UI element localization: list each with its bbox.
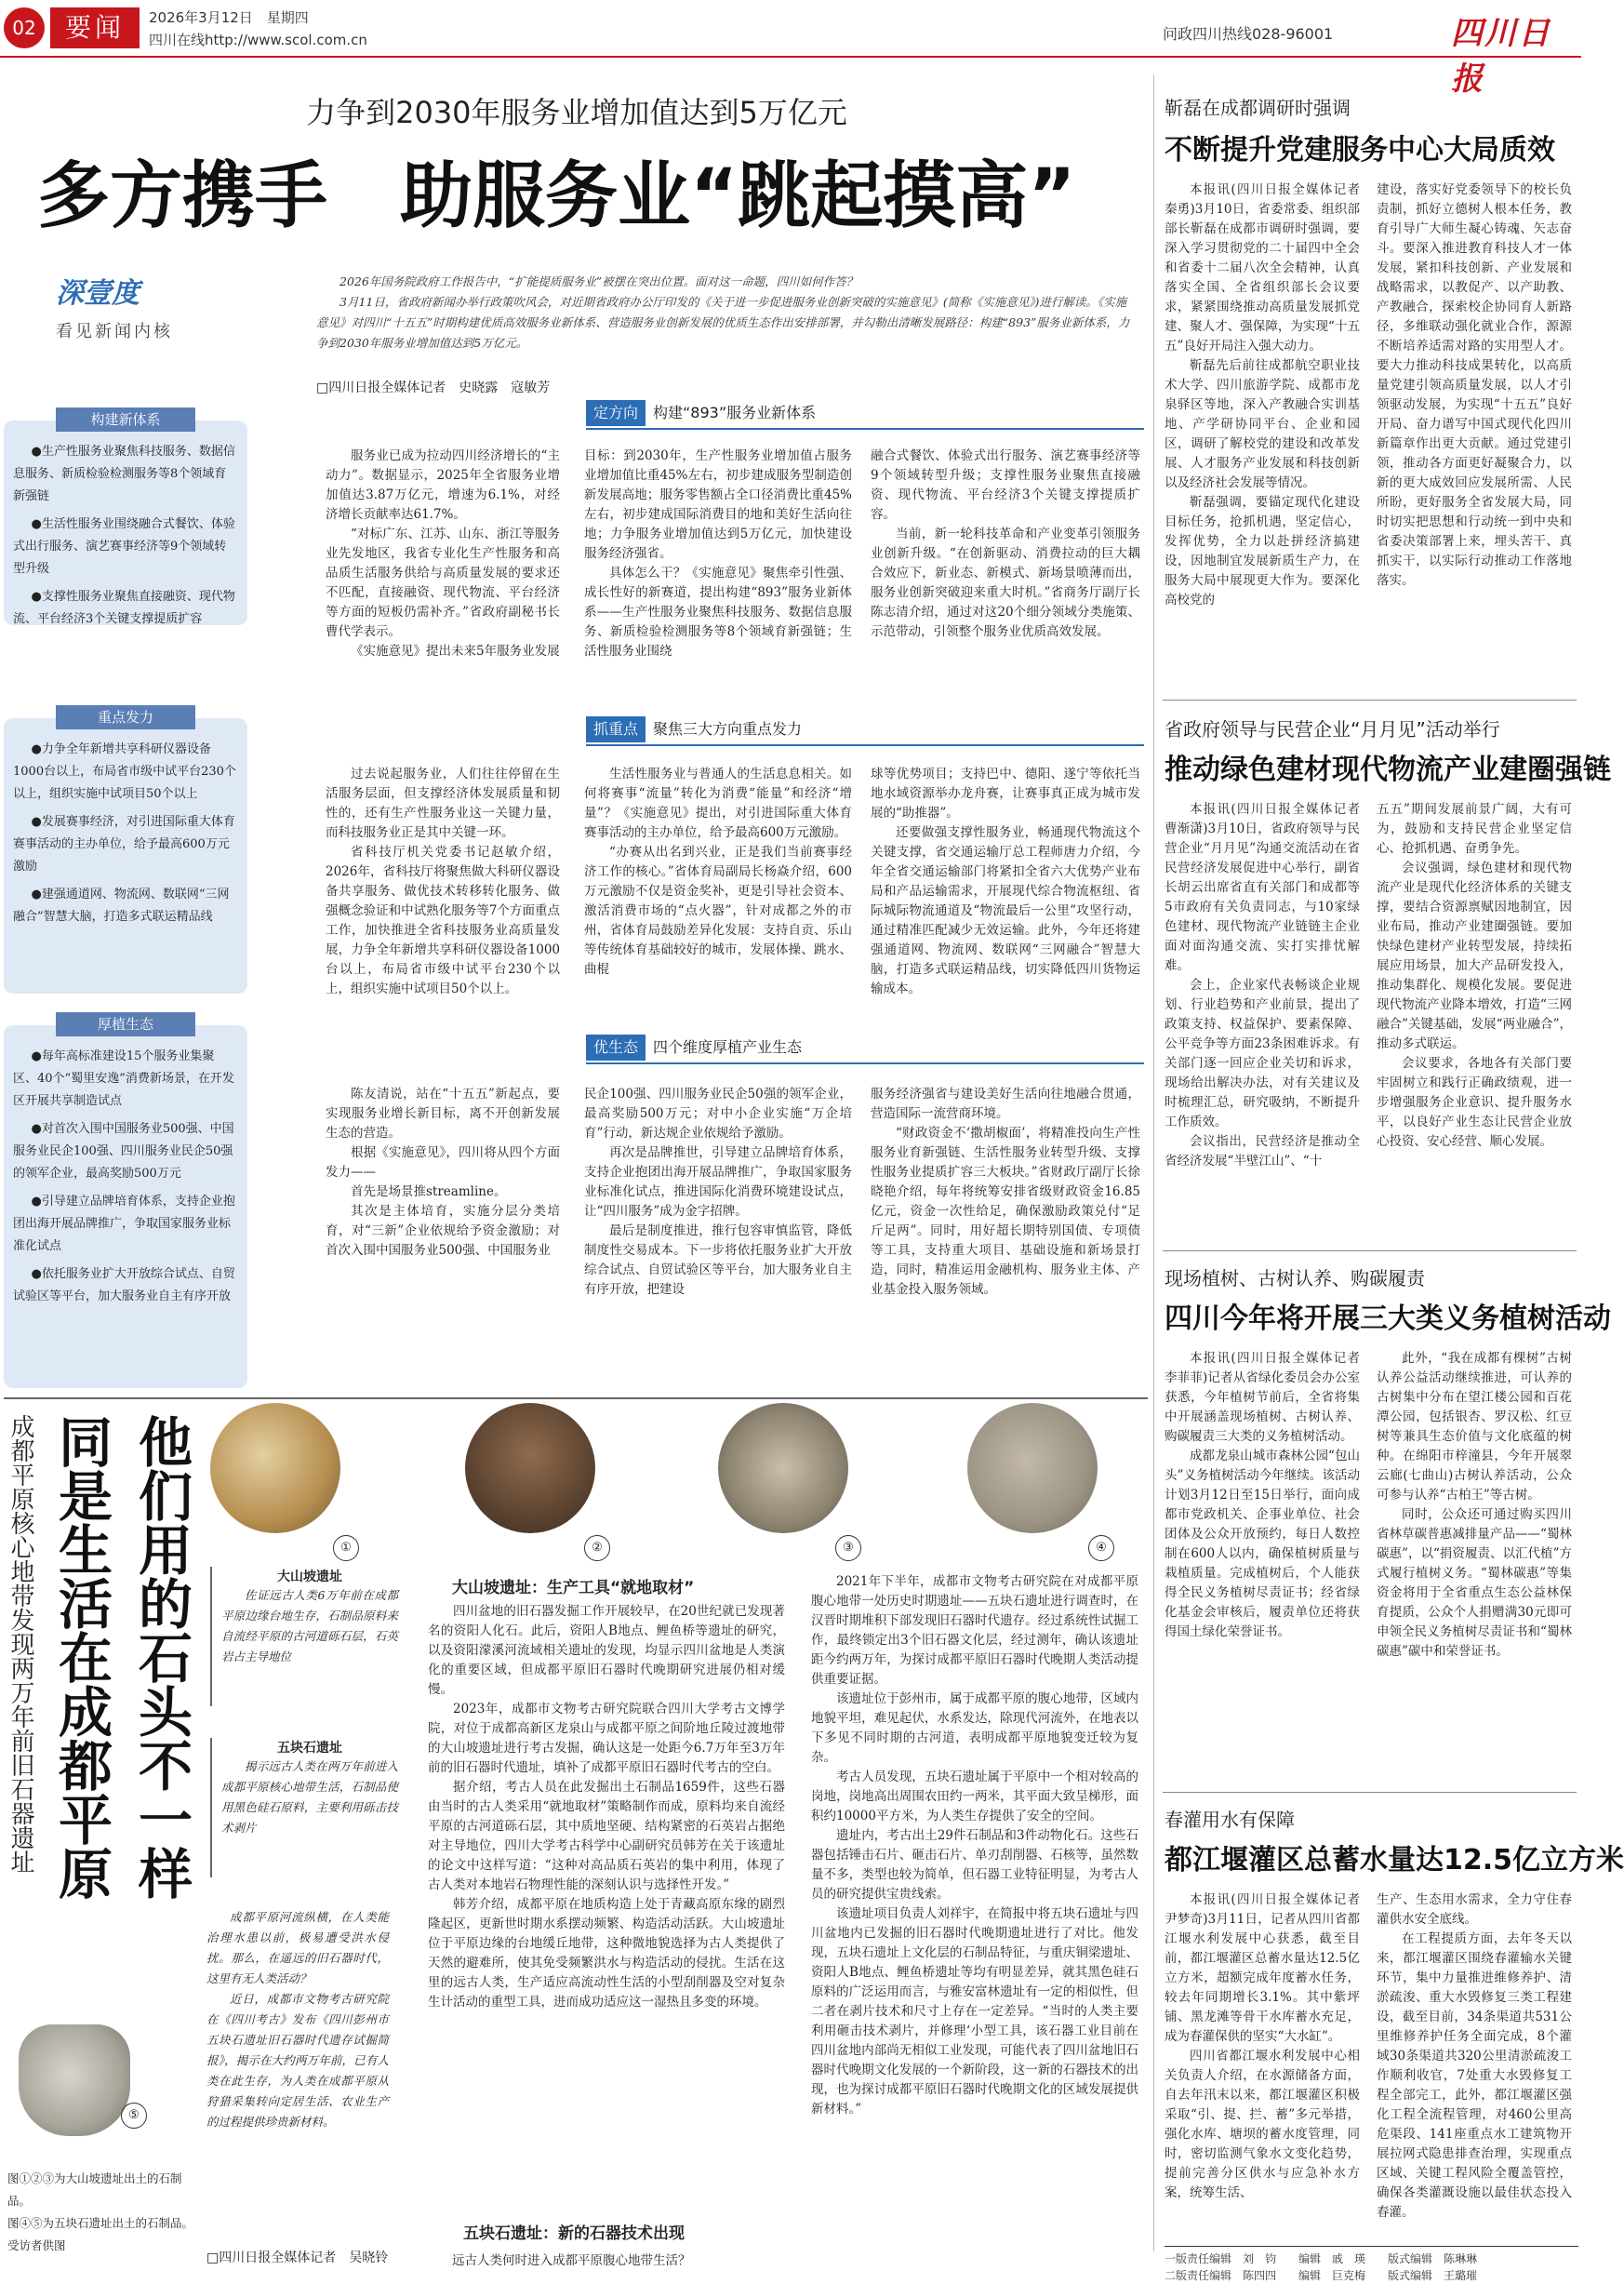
article-col: [1377, 180, 1572, 690]
caption: 图①②③为大山坡遗址出土的石制品。: [7, 2171, 182, 2208]
paragraph: 四川盆地的旧石器发掘工作开展较早，在20世纪就已发现著名的资阳人化石。此后，资阳人B地点、鲤鱼桥等遗址的研究，以及资阳濛溪河流域相关遗址的发现，均显示四川盆地是人类演化的重要区域，但成都平原旧石器时代晚期研究进展仍相对缓慢。: [428, 1604, 785, 1697]
sidebar-box-title: 重点发力: [56, 705, 195, 729]
site-box-dashanpo: [210, 1567, 398, 1706]
sidebar-box-system: [4, 411, 247, 626]
article-rule: [1163, 1250, 1577, 1251]
article-kicker: 省政府领导与民营企业“月月见”活动举行: [1165, 718, 1500, 741]
paragraph: “财政资金不‘撒胡椒面’，将精准投向生产性服务业育新强链、生活性服务业转型升级、支撑性服务业提质扩容三大板块。”省财政厅副厅长徐晓艳介绍，每年将统筹安排省级财政资金16.85亿元，资金一次性给足，确保激励政策兑付“足斤足两”。同时，用好超长期特别国债、专项债等工具，支持重大项目、基础设施和新场景打造，同时，精准运用金融机构、服务业主体、产业基金投入服务领域。: [871, 1126, 1140, 1297]
lead-kicker: 力争到2030年服务业增加值达到5万亿元: [306, 95, 847, 130]
intro-paragraph: 成都平原河流纵横，在人类能治理水患以前，极易遭受洪水侵扰。那么，在遥远的旧石器时代，这里有无人类活动？: [206, 1910, 389, 1985]
section-tag-label: 抓重点: [586, 716, 646, 742]
list-item: ●引导建立品牌培育体系，支持企业抱团出海开展品牌推广，争取国家服务业标准化试点: [13, 1195, 235, 1253]
photo-number: ⑤: [121, 2103, 147, 2129]
lead-intro: [316, 272, 1135, 354]
feature-col-1: [428, 1602, 785, 2209]
paragraph: 省科技厅机关党委书记赵敏介绍，2026年，省科技厅将聚焦做大科研仪器设备共享服务、做优技术转移转化服务、做强概念验证和中试熟化服务等7个方面重点工作，加快推进全省科技服务业高质量发展，力争全年新增共享科研仪器设备1000台以上，布局省市级中试平台230个以上，组织实施中试项目50个以上。: [326, 845, 560, 996]
paragraph: 会议指出，民营经济是推动全省经济发展“半壁江山”、“十: [1165, 1134, 1360, 1169]
page-number-badge: 02: [4, 7, 45, 48]
main-col-2c: [584, 1085, 852, 1382]
intro-paragraph: 近日，成都市文物考古研究院在《四川考古》发布《四川彭州市五块石遗址旧石器时代遗存试掘简报》，揭示在大约两万年前，已有人类在此生存，为人类在成都平原从狩猎采集转向定居生活、农业生产的过程提供珍贵新材料。: [206, 1992, 389, 2129]
paragraph: 该遗址位于彭州市，属于成都平原的腹心地带，区域内地貌平坦，难见起伏，水系发达，除现代河流外，在地表以下多见不同时期的古河道，表明成都平原地貌变迁较为复杂。: [811, 1691, 1138, 1765]
lead-byline: □四川日报全媒体记者 史晓露 寇敏芳: [316, 381, 551, 395]
paragraph: 服务经济强省与建设美好生活向往地融合贯通，营造国际一流营商环境。: [871, 1087, 1140, 1121]
paragraph: 民企100强、四川服务业民企50强的领军企业，最高奖励500万元；对中小企业实施“万企培育”行动，新达规企业依规给予激励。: [584, 1087, 852, 1141]
paragraph: 生活性服务业与普通人的生活息息相关。如何将赛事“流量”转化为消费“能量”和经济“增量”？《实施意见》提出，对引进国际重大体育赛事活动的主办单位，给予最高600万元激励。: [584, 767, 852, 840]
newspaper-logo: 四川日报: [1451, 15, 1551, 98]
paragraph: “对标广东、江苏、山东、浙江等服务业先发地区，我省专业化生产性服务和高品质生活服务供给与高质量发展的要求还不匹配，直接融资、现代物流、平台经济等方面的短板仍需补齐。”省政府副秘书长曹代学表示。: [326, 527, 560, 639]
paragraph: 还要做强支撑性服务业，畅通现代物流这个关键支撑，省交通运输厅总工程师唐力介绍，今年全省交通运输部门将紧扣全省六大优势产业布局和产品运输需求，开展现代综合物流枢纽、省际城际物流通道及“物流最后一公里”攻坚行动，通过精准匹配减少无效运输。此外，今年还将建强通道网、物流网、数联网“三网融合”智慧大脑，打造多式联运精品线，切实降低四川货物运输成本。: [871, 825, 1140, 996]
list-item: ●支撑性服务业聚焦直接融资、现代物流、平台经济3个关键支撑提质扩容: [13, 590, 235, 626]
paragraph: 融合式餐饮、体验式出行服务、演艺赛事经济等9个领域转型升级；支撑性服务业聚焦直接融资、现代物流、平台经济3个关键支撑提质扩容。: [871, 448, 1140, 522]
paragraph: 具体怎么干？《实施意见》聚焦牵引性强、成长性好的新赛道，提出构建“893”服务业新体系——生产性服务业聚焦科技服务、数据信息服务、新质检验检测服务等8个领域育新强链；生活性服务业围绕: [584, 566, 852, 659]
paragraph: 会议强调，绿色建材和现代物流产业是现代化经济体系的关键支撑，要结合资源禀赋因地制宜，因业布局，推动产业建圈强链。要加快绿色建材产业转型发展，持续拓展应用场景，加大产品研发投入，推动集群化、规模化发展。要促进现代物流产业降本增效，打造“三网融合”关键基础，发展“两业融合”，推动多式联运。: [1377, 861, 1572, 1051]
stone-tool-photo-4: [967, 1403, 1098, 1533]
section-tag-label: 优生态: [586, 1035, 646, 1061]
paragraph: 此外，“我在成都有棵树”古树认养公益活动继续推进，可认养的古树集中分布在望江楼公园和百花潭公园，包括银杏、罗汉松、红豆树等兼具生态价值与文化底蕴的树种。在绵阳市梓潼县，今年开展翠云廊(七曲山)古树认养活动，公众可参与认养“古柏王”等古树。: [1377, 1351, 1572, 1503]
article-rule: [1163, 700, 1577, 701]
right-divider: [1153, 74, 1154, 2251]
paragraph: 会上，企业家代表畅谈企业规划、行业趋势和产业前景，提出了政策支持、权益保护、要素保障、公平竞争等方面23条困难诉求。有关部门逐一回应企业关切和诉求，现场给出解决办法，对有关建议及时梳理汇总，研究吸纳，不断提升工作质效。: [1165, 978, 1360, 1129]
paragraph: 陈友清说，站在“十五五”新起点，要实现服务业增长新目标，离不开创新发展生态的营造。: [326, 1087, 560, 1141]
section-name: 要闻: [50, 7, 140, 48]
section-rule: [586, 744, 1144, 746]
paragraph: 其次是主体培育，实施分层分类培育，对“三新”企业依规给予资金激励；对首次入围中国服务业500强、中国服务业: [326, 1204, 560, 1258]
feature-byline: □四川日报全媒体记者 吴晓铃: [206, 2251, 389, 2265]
photo-number: ③: [835, 1535, 861, 1561]
section-tag-label: 定方向: [586, 400, 646, 426]
list-item: ●每年高标准建设15个服务业集聚区、40个“蜀里安逸”消费新场景，在开发区开展共享制造试点: [13, 1049, 234, 1108]
paragraph: 会议要求，各地各有关部门要牢固树立和践行正确政绩观，进一步增强服务企业意识、提升服务水平，以良好产业生态让民营企业放心投资、安心经营、顺心发展。: [1377, 1056, 1572, 1149]
list-item: ●生活性服务业围绕融合式餐饮、体验式出行服务、演艺赛事经济等9个领域转型升级: [13, 517, 235, 576]
paragraph: 球等优势项目；支持巴中、德阳、遂宁等依托当地水域资源举办龙舟赛，让赛事真正成为城市发展的“助推器”。: [871, 767, 1140, 821]
section-rule: [586, 1062, 1144, 1064]
paragraph: 考古人员发现，五块石遗址属于平原中一个相对较高的岗地，岗地高出周围农田约一两米，其平面大致呈梯形，面积约10000平方米，为人类生存提供了安全的空间。: [811, 1770, 1138, 1823]
section-tag-text: 四个维度厚植产业生态: [653, 1038, 803, 1056]
article-col: [1165, 1890, 1373, 2242]
footer-line: 一版责任编辑 刘 钧 编辑 戚 瑛 版式编辑 陈琳琳: [1165, 2252, 1478, 2265]
main-col-1c: [326, 1085, 560, 1382]
paragraph: 本报讯(四川日报全媒体记者 曹渐潇)3月10日，省政府领导与民营企业“月月见”沟通交流活动在省民营经济发展促进中心举行，副省长胡云出席省直有关部门和成都等5市政府有关负责同志，与10家绿色建材、现代物流产业链链主企业面对面沟通交流、实打实排忧解难。: [1165, 802, 1373, 973]
header: [0, 0, 1581, 98]
section-tag-text: 构建“893”服务业新体系: [653, 404, 817, 421]
lead-headline: 多方携手 助服务业“跳起摸高”: [37, 154, 1076, 238]
intro-paragraph: 3月11日，省政府新闻办举行政策吹风会，对近期省政府办公厅印发的《关于进一步促进服务业创新突破的实施意见》(简称《实施意见》)进行解读。《实施意见》对四川“十五五”时期构建优质高效服务业新体系、营造服务业创新发展的优质生态作出安排部署，并勾勒出清晰发展路径：构建“893”服务业新体系，力争到2030年服务业增加值达到5万亿元。: [316, 295, 1130, 350]
feature-vertical-title-2: 同是生活在成都平原: [49, 1414, 113, 1900]
paragraph: 最后是制度推进，推行包容审慎监管，降低制度性交易成本。下一步将依托服务业扩大开放综合试点、自贸试验区等平台，加大服务业自主有序开放，把建设: [584, 1223, 852, 1297]
caption: 图④⑤为五块石遗址出土的石制品。 受访者供图: [7, 2216, 200, 2252]
feature-subhead-2: 五块石遗址：新的石器技术出现: [463, 2224, 685, 2243]
paragraph: 建设，落实好党委领导下的校长负责制，抓好立德树人根本任务，教育引导广大师生凝心铸魂、矢志奋斗。要深入推进教育科技人才一体发展，紧扣科技创新、产业发展和战略需求，以教促产、以产助教、产教融合，探索校企协同育人新路径，多维联动强化就业合作，源源不断培养适需对路的实用型人才。要大力推动科技成果转化，以高质量党建引领高质量发展，以人才引领驱动发展，为实现“十五五”良好开局、奋力谱写中国式现代化四川新篇章作出更大贡献。通过党建引领，推动各方面更好凝聚合力，以新的更大成效回应发展所需、人民所盼，更好服务全省发展大局，同时切实把思想和行动统一到中央和省委决策部署上来，埋头苦干、真抓实干，以实际行动推动工作落地落实。: [1377, 182, 1572, 588]
paragraph: 2021年下半年，成都市文物考古研究院在对成都平原腹心地带一处历史时期遗址——五块石遗址进行调查时，在汉晋时期堆积下部发现旧石器时代遗存。经过系统性试掘工作，最终锁定出3个旧石器文化层，经过测年，确认该遗址距今约两万年，为探讨成都平原旧石器时代晚期人类活动提供重要证据。: [811, 1574, 1138, 1687]
paragraph: 过去说起服务业，人们往往停留在生活服务层面，但支撑经济体发展质量和韧性的，还有生产性服务业这一关键力量，而科技服务业正是其中关键一环。: [326, 767, 560, 840]
sidebar-box-list: [4, 421, 247, 631]
paragraph: “办赛从出名到兴业，正是我们当前赛事经济工作的核心。”省体育局副局长杨焱介绍，600万元激励不仅是资金奖补，更是引导社会资本、激活消费市场的“点火器”，针对成都之外的市州，省体育局鼓励差异化发展：支持自贡、乐山等传统体育基础较好的城市，发展体操、跳水、曲棍: [584, 845, 852, 977]
site-box-text: 揭示远古人类在两万年前进入成都平原核心地带生活，石制品使用黑色硅石原料，主要利用砾击技术剥片: [221, 1759, 398, 1835]
paragraph: 靳磊先后前往成都航空职业技术大学、四川旅游学院、成都市龙泉驿区等地，深入产教融合实训基地、产学研协同平台、企业和园区，调研了解校党的建设和改革发展、人才服务产业发展和科技创新以及经济社会发展等情况。: [1165, 358, 1360, 490]
footer-editors: [1165, 2246, 1578, 2284]
paragraph: 成都龙泉山城市森林公园“包山头”义务植树活动今年继续。该活动计划3月12日至15日举行，面向成都市党政机关、企事业单位、社会团体及公众开放预约，每日人数控制在600人以内，确保植树质量与栽植质量。完成植树后，个人能获得全民义务植树尽责证书；经省绿化基金会审核后，履责单位还将获得国土绿化荣誉证书。: [1165, 1449, 1360, 1639]
intro-paragraph: 2026年国务院政府工作报告中，“扩能提质服务业”被摆在突出位置。面对这一命题，四川如何作答？: [339, 274, 859, 288]
column-sub: 看见新闻内核: [56, 322, 173, 341]
article-col: [1165, 1349, 1373, 1786]
main-col-2a: [584, 447, 852, 726]
section-tag-text: 聚焦三大方向重点发力: [653, 720, 803, 738]
stone-tool-photo-5: [19, 2024, 130, 2136]
feature-col-2: [811, 1572, 1138, 2242]
article-title: 四川今年将开展三大类义务植树活动: [1165, 1302, 1611, 1335]
main-col-2b: [584, 765, 852, 1035]
article-title: 推动绿色建材现代物流产业建圈强链: [1165, 754, 1611, 786]
site-box-text: 佐证远古人类6万年前在成都平原边缘台地生存，石制品原料来自流经平原的古河道砾石层，石英岩占主导地位: [221, 1588, 398, 1663]
paragraph: 当前，新一轮科技革命和产业变革引领服务业创新升级。“在创新驱动、消费拉动的巨大耦合效应下，新业态、新模式、新场景喷薄而出，服务业创新突破迎来重大时机。”省商务厅副厅长陈志清介绍，通过对这20个细分领域分类施策、示范带动，引领整个服务业优质高效发展。: [871, 527, 1140, 639]
article-kicker: 春灌用水有保障: [1165, 1809, 1295, 1831]
paragraph: 《实施意见》提出未来5年服务业发展: [351, 644, 560, 659]
list-item: ●建强通道网、物流网、数联网“三网融合”智慧大脑，打造多式联运精品线: [13, 888, 230, 924]
article-title: 都江堰灌区总蓄水量达12.5亿立方米: [1165, 1844, 1624, 1877]
paragraph: 再次是品牌推世，引导建立品牌培育体系，支持企业抱团出海开展品牌推广，争取国家服务业标准化试点，推进国际化消费环境建设试点，让“四川服务”成为金字招牌。: [584, 1145, 852, 1219]
feature-rule: [4, 1397, 1148, 1399]
column-logo: [56, 270, 223, 342]
paragraph: 根据《实施意见》，四川将从四个方面发力——: [326, 1145, 560, 1180]
paragraph: 在工程提质方面，去年冬天以来，都江堰灌区围绕春灌输水关键环节，集中力量推进维修养护、清淤疏浚、重大水毁修复三类工程建设，截至目前，34条渠道共531公里维修养护任务全面完成，8个灌域30条渠道共320公里清淤疏浚工作顺利收官，7处重大水毁修复工程全部完工，此外，都江堰灌区强化工程全流程管理，对460公里高危渠段、141座重点水工建筑物开展拉网式隐患排查治理，实现重点区域、关键工程风险全覆盖管控，确保各类灌溉设施以最佳状态投入春灌。: [1377, 1931, 1572, 2220]
hotline: 问政四川热线028-96001: [1163, 25, 1334, 43]
article-kicker: 靳磊在成都调研时强调: [1165, 97, 1351, 119]
paragraph: 2023年，成都市文物考古研究院联合四川大学考古文博学院，对位于成都高新区龙泉山与成都平原之间阶地丘陵过渡地带的大山坡遗址进行考古发掘，确认这是一处距今6.7万年至3万年前的旧石器时代遗址，填补了成都平原旧石器时代考古的空白。: [428, 1702, 785, 1775]
article-title: 不断提升党建服务中心大局质效: [1165, 134, 1555, 167]
sidebar-box-focus: [4, 709, 247, 994]
stone-tool-photo-1: [210, 1403, 340, 1533]
sidebar-box-title: 构建新体系: [56, 407, 195, 432]
paragraph: 本报讯(四川日报全媒体记者 尹梦奇)3月11日，记者从四川省都江堰水利发展中心获悉，截至目前，都江堰灌区总蓄水量达12.5亿立方米，超额完成年度蓄水任务，较去年同期增长3.1%。其中紫坪铺、黑龙滩等骨干水库蓄水充足，成为春灌保供的坚实“大水缸”。: [1165, 1892, 1373, 2044]
photo-number: ②: [584, 1535, 610, 1561]
paragraph: 四川省都江堰水利发展中心相关负责人介绍，在水源储备方面，自去年汛末以来，都江堰灌区积极采取“引、提、拦、蓄”多元举措，强化水库、塘坝的蓄水度管理，同时，密切监测气象水文变化趋势，提前完善分区供水与应急补水方案，统筹生活、: [1165, 2049, 1360, 2200]
list-item: ●依托服务业扩大开放综合试点、自贸试验区等平台，加大服务业自主有序开放: [13, 1267, 235, 1303]
feature-vertical-sub: 成都平原核心地带发现两万年前旧石器遗址: [7, 1414, 34, 1874]
article-col: [1377, 1349, 1572, 1786]
paragraph: 靳磊强调，要锚定现代化建设目标任务，抢抓机遇，坚定信心，发挥优势，全力以赴拼经济搞建设，因地制宜发展新质生产力，在服务大局中展现更大作为。要深化高校党的: [1165, 495, 1360, 608]
website: 四川在线http://www.scol.com.cn: [149, 32, 367, 48]
sidebar-box-title: 厚植生态: [56, 1012, 195, 1036]
stone-tool-photo-3: [718, 1403, 848, 1533]
footer-line: 二版责任编辑 陈四四 编辑 巨克梅 版式编辑 王璐璀: [1165, 2269, 1478, 2282]
feature-subhead-1: 大山坡遗址：生产工具“就地取材”: [452, 1579, 695, 1597]
photo-number: ①: [333, 1535, 359, 1561]
site-box-wukuaishi: [210, 1738, 398, 1877]
main-col-3a: [871, 447, 1140, 726]
feature-subhead-2-lead: 远古人类何时进入成都平原腹心地带生活？: [452, 2253, 691, 2268]
site-box-title: 五块石遗址: [277, 1741, 342, 1756]
stone-tool-photo-2: [465, 1403, 595, 1533]
list-item: ●生产性服务业聚焦科技服务、数据信息服务、新质检验检测服务等8个领域育新强链: [13, 445, 235, 503]
main-col-3c: [871, 1085, 1140, 1382]
section-tag-direction: [586, 400, 816, 426]
paragraph: 遗址内，考古出土29件石制品和3件动物化石。这些石器包括锤击石片、砸击石片、单刃刮削器、石核等，虽然数量不多，类型也较为简单，但石器工业特征明显，为考古人员的研究提供宝贵线索。: [811, 1828, 1138, 1902]
column-name: 深壹度: [56, 277, 140, 310]
paragraph: 本报讯(四川日报全媒体记者 李菲菲)记者从省绿化委员会办公室获悉，今年植树节前后，全省将集中开展涵盖现场植树、古树认养、购碳履责三大类的义务植树活动。: [1165, 1351, 1373, 1444]
section-tag-focus: [586, 716, 802, 742]
main-col-3b: [871, 765, 1140, 1035]
paragraph: 首先是场景推streamline。: [351, 1184, 507, 1199]
list-item: ●对首次入围中国服务业500强、中国服务业民企100强、四川服务业民企50强的领军企业，最高奖励500万元: [13, 1122, 234, 1181]
main-col-1b: [326, 765, 560, 1035]
feature-intro: [206, 1907, 389, 2132]
vertical-title-line: 他们用的石头不一样: [129, 1414, 193, 1900]
paragraph: 据介绍，考古人员在此发掘出土石制品1659件，这些石器由当时的古人类采用“就地取材”策略制作而成，原料均来自流经平原的古河道砾石层，其中质地坚硬、结构紧密的石英岩占据绝对主导地位，四川大学考古科学中心副研究员韩芳在关于该遗址的论文中这样写道：“这种对高品质石英岩的集中利用，体现了古人类对本地岩石物理性能的深刻认识与选择性开发。”: [428, 1780, 785, 1892]
section-tag-ecology: [586, 1035, 802, 1061]
feature-vertical-title: [130, 1414, 192, 2214]
sidebar-box-ecology: [4, 1016, 247, 1388]
list-item: ●发展赛事经济，对引进国际重大体育赛事活动的主办单位，给予最高600万元激励: [13, 815, 235, 874]
paragraph: 服务业已成为拉动四川经济增长的“主动力”。数据显示，2025年全省服务业增加值达3.87万亿元，增速为6.1%，对经济增长贡献率达61.7%。: [326, 448, 560, 522]
sidebar-box-list: [4, 718, 247, 928]
article-col: [1377, 1890, 1572, 2242]
main-col-1a: [326, 447, 560, 726]
photo-number: ④: [1088, 1535, 1114, 1561]
paragraph: 该遗址项目负责人刘祥宇，在简报中将五块石遗址与四川盆地内已发掘的旧石器时代晚期遗址进行了对比。他发现，五块石遗址上文化层的石制品特征，与重庆铜梁遗址、资阳人B地点、鲤鱼桥遗址等均有明显差异，就其黑色硅石原料的广泛运用而言，与雅安富林遗址有一定的相似性，但二者在剥片技术和尺寸上存在一定差异。“当时的人类主要利用砸击技术剥片，并修理‘小型工具，该石器工业目前在四川盆地内部尚无相似工业发现，可能代表了四川盆地旧石器时代晚期文化发展的一个新阶段，这一新的石器技术的出现，也为探讨成都平原旧石器时代晚期文化的区域发展提供新材料。”: [811, 1906, 1138, 2117]
article-col: [1165, 800, 1373, 1243]
photo-captions: [7, 2168, 200, 2257]
article-col: [1377, 800, 1572, 1243]
paragraph: 同时，公众还可通过购买四川省林草碳普惠减排量产品——“蜀林碳惠”，以“捐资履责、以汇代植”方式履行植树义务。“蜀林碳惠”等集资金将用于全省重点生态公益林保育提质，公众个人捐赠满30元即可申领全民义务植树尽责证书和“蜀林碳惠”碳中和荣誉证书。: [1377, 1507, 1572, 1659]
article-rule: [1163, 1792, 1577, 1793]
article-kicker: 现场植树、古树认养、购碳履责: [1165, 1267, 1425, 1289]
sidebar-box-list: [4, 1025, 247, 1308]
issue-date: 2026年3月12日 星期四: [149, 9, 309, 26]
paragraph: 目标：到2030年，生产性服务业增加值占服务业增加值比重45%左右，初步建成服务型制造创新发展高地；服务零售额占全口径消费比重45%左右，初步建成国际消费目的地和美好生活向往地；力争服务业增加值达到5万亿元，加快建设服务经济强省。: [584, 448, 852, 561]
header-rule: [0, 56, 1581, 58]
section-rule: [586, 428, 1144, 430]
paragraph: 生产、生态用水需求，全力守住春灌供水安全底线。: [1377, 1892, 1572, 1927]
paragraph: 五五”期间发展前景广阔，大有可为，鼓励和支持民营企业坚定信心、抢抓机遇、奋勇争先。: [1377, 802, 1572, 856]
site-box-title: 大山坡遗址: [277, 1569, 342, 1584]
list-item: ●力争全年新增共享科研仪器设备1000台以上，布局省市级中试平台230个以上，组织实施中试项目50个以上: [13, 742, 236, 801]
paragraph: 韩芳介绍，成都平原在地质构造上处于青藏高原东缘的剧烈隆起区，更新世时期水系摆动频繁、构造活动活跃。大山坡遗址位于平原边缘的台地缓丘地带，这种微地貌选择为古人类提供了天然的避难所，使其免受频繁洪水与构造活动的侵扰。生活在这里的远古人类，生产适应高流动性生活的小型刮削器及空对复杂生计活动的重型工具，进而成功适应这一湿热且多变的环境。: [428, 1897, 785, 2010]
paragraph: 本报讯(四川日报全媒体记者 秦勇)3月10日，省委常委、组织部部长靳磊在成都市调研时强调，要深入学习贯彻党的二十届四中全会和省委十二届八次全会精神，认真落实全国、全省组织部长会议要求，紧紧围绕推动高质量发展抓党建、聚人才、强保障，为实现“十五五”良好开局注入强大动力。: [1165, 182, 1373, 354]
article-col: [1165, 180, 1373, 690]
